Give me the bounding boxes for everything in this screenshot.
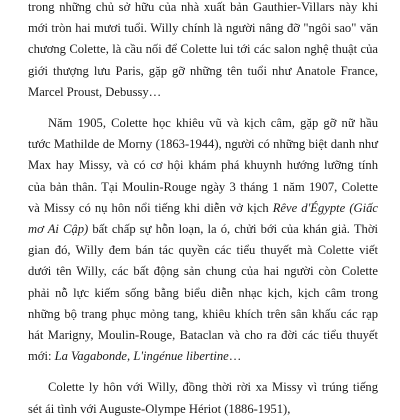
paragraph-1-text: trong những chủ sở hữu của nhà xuất bản Gauthier-Villars này khi mới tròn hai mươi tuổi. Willy chính là người nâng đỡ "ngôi sao" văn chương Colette, là cầu nối để Colette lui tới các salon nghệ thuật của giới thượng lưu Paris, gặp gỡ những tên tuổi như Anatole France, Marcel Proust, Debussy… xyxy=(28,0,378,99)
paragraph-3-text: Colette ly hôn với Willy, đồng thời rời xa Missy vì trúng tiếng sét ái tình với Auguste-Olympe Hériot (1886-1951), xyxy=(28,380,378,416)
paragraph-2-text-c: … xyxy=(228,349,242,364)
paragraph-2 xyxy=(28,113,378,367)
page-body xyxy=(28,0,378,420)
paragraph-1 xyxy=(28,0,378,103)
paragraph-3 xyxy=(28,377,378,419)
paragraph-2-text-b: bất chấp sự hỗn loạn, la ó, chửi bới của khán giả. Thời gian đó, Willy đem bán tác quyền các tiểu thuyết mà Colette viết dưới tên Willy, các bất động sản chung của hai người còn Colette phải nỗ lực kiếm sống bằng biểu diễn nhạc kịch, kịch câm trong những bộ trang phục mỏng tang, khiêu khích trên sân khấu các rạp hát Marigny, Moulin-Rouge, Bataclan và cho ra đời các tiểu thuyết mới: xyxy=(28,222,379,364)
novel-titles-italic: La Vagabonde, L'ingénue libertine xyxy=(54,349,229,364)
paragraph-2-text-a: Năm 1905, Colette học khiêu vũ và kịch câm, gặp gỡ nữ hầu tước Mathilde de Morny (1863-1944), người có những biệt danh như Max hay Missy, và có cơ hội khám phá khuynh hướng lưỡng tính của bản thân. Tại Moulin-Rouge ngày 3 tháng 1 năm 1907, Colette và Missy có nụ hôn nổi tiếng khi diễn vở kịch xyxy=(28,116,378,215)
play-title-italic: Rêve d'Égypte (Giấc mơ Ai Cập) xyxy=(28,200,379,237)
